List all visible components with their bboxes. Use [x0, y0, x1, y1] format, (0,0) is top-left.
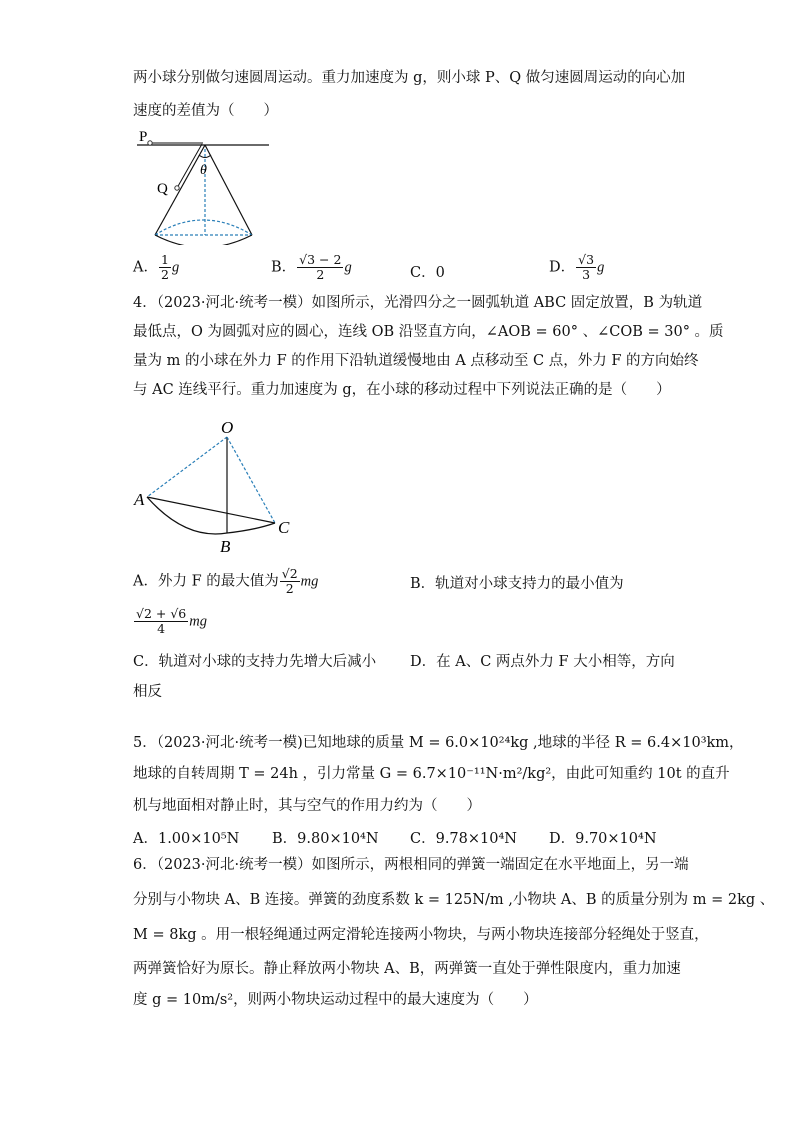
label-a: A	[134, 490, 145, 509]
q4-text-line: 4．（2023·河北·统考一模）如图所示，光滑四分之一圆弧轨道 ABC 固定放置，B 为轨道	[133, 295, 703, 311]
cone-figure	[133, 125, 273, 245]
q4-option-d-cont: 相反	[133, 684, 162, 700]
q4-option-a[interactable]: A．外力 F 的最大值为 $\frac{√2}{2}$ mg	[133, 566, 319, 596]
q3-option-b[interactable]: B． $\frac{√3 - 2}{2}$ g	[271, 252, 352, 282]
q5-option-c[interactable]: C．9.78×10⁴N	[410, 831, 517, 847]
q6-text-line: 分别与小物块 A、B 连接。弹簧的劲度系数 k = 125N/m ,小物块 A、B 的质量分别为 m = 2kg 、	[133, 892, 775, 908]
q3-option-c[interactable]: C．0	[410, 265, 445, 281]
q3-option-a[interactable]: A． $\frac{1}{2}$ g	[133, 252, 180, 282]
label-o: O	[221, 418, 234, 437]
label-c: C	[278, 518, 290, 537]
q4-option-b-value: $\frac{√2 + √6}{4}$ mg	[136, 606, 207, 636]
q4-option-c[interactable]: C．轨道对小球的支持力先增大后减小	[133, 654, 377, 670]
q5-option-d[interactable]: D．9.70×10⁴N	[549, 831, 657, 847]
label-p: P	[139, 129, 148, 145]
label-theta: θ	[200, 163, 207, 178]
q6-text-line: 6．（2023·河北·统考一模）如图所示，两根相同的弹簧一端固定在水平地面上，另一端	[133, 857, 689, 873]
q5-text-line: 地球的自转周期 T = 24h ，引力常量 G = 6.7×10⁻¹¹N·m²/kg²，由此可知重约 10t 的直升	[133, 766, 730, 782]
q3-text-line: 速度的差值为（ ）	[133, 103, 278, 119]
q5-text-line: 机与地面相对静止时，其与空气的作用力约为（ ）	[133, 798, 481, 814]
q6-text-line: 度 g = 10m/s²，则两小物块运动过程中的最大速度为（ ）	[133, 992, 538, 1008]
arc-track-figure	[130, 415, 300, 560]
q6-text-line: M = 8kg 。用一根轻绳通过两定滑轮连接两小物块，与两小物块连接部分轻绳处于竖直，	[133, 927, 709, 943]
q3-option-d[interactable]: D． $\frac{√3}{3}$ g	[549, 252, 605, 282]
q4-text-line: 最低点，O 为圆弧对应的圆心，连线 OB 沿竖直方向，∠AOB = 60° 、∠COB = 30° 。质	[133, 324, 724, 340]
q5-text-line: 5．（2023·河北·统考一模)已知地球的质量 M = 6.0×10²⁴kg ,地球的半径 R = 6.4×10³km，	[133, 735, 744, 751]
label-q: Q	[157, 181, 168, 197]
q4-text-line: 量为 m 的小球在外力 F 的作用下沿轨道缓慢地由 A 点移动至 C 点，外力 F 的方向始终	[133, 353, 699, 369]
q5-option-a[interactable]: A．1.00×10⁵N	[133, 831, 240, 847]
q4-option-b[interactable]: B．轨道对小球支持力的最小值为	[410, 576, 624, 592]
q6-text-line: 两弹簧恰好为原长。静止释放两小物块 A、B，两弹簧一直处于弹性限度内，重力加速	[133, 961, 681, 977]
q4-text-line: 与 AC 连线平行。重力加速度为 g，在小球的移动过程中下列说法正确的是（ ）	[133, 382, 671, 398]
q5-option-b[interactable]: B．9.80×10⁴N	[272, 831, 379, 847]
q3-text-line: 两小球分别做匀速圆周运动。重力加速度为 g，则小球 P、Q 做匀速圆周运动的向心加	[133, 70, 686, 86]
q4-option-d[interactable]: D．在 A、C 两点外力 F 大小相等，方向	[410, 654, 675, 670]
label-b: B	[220, 537, 231, 556]
